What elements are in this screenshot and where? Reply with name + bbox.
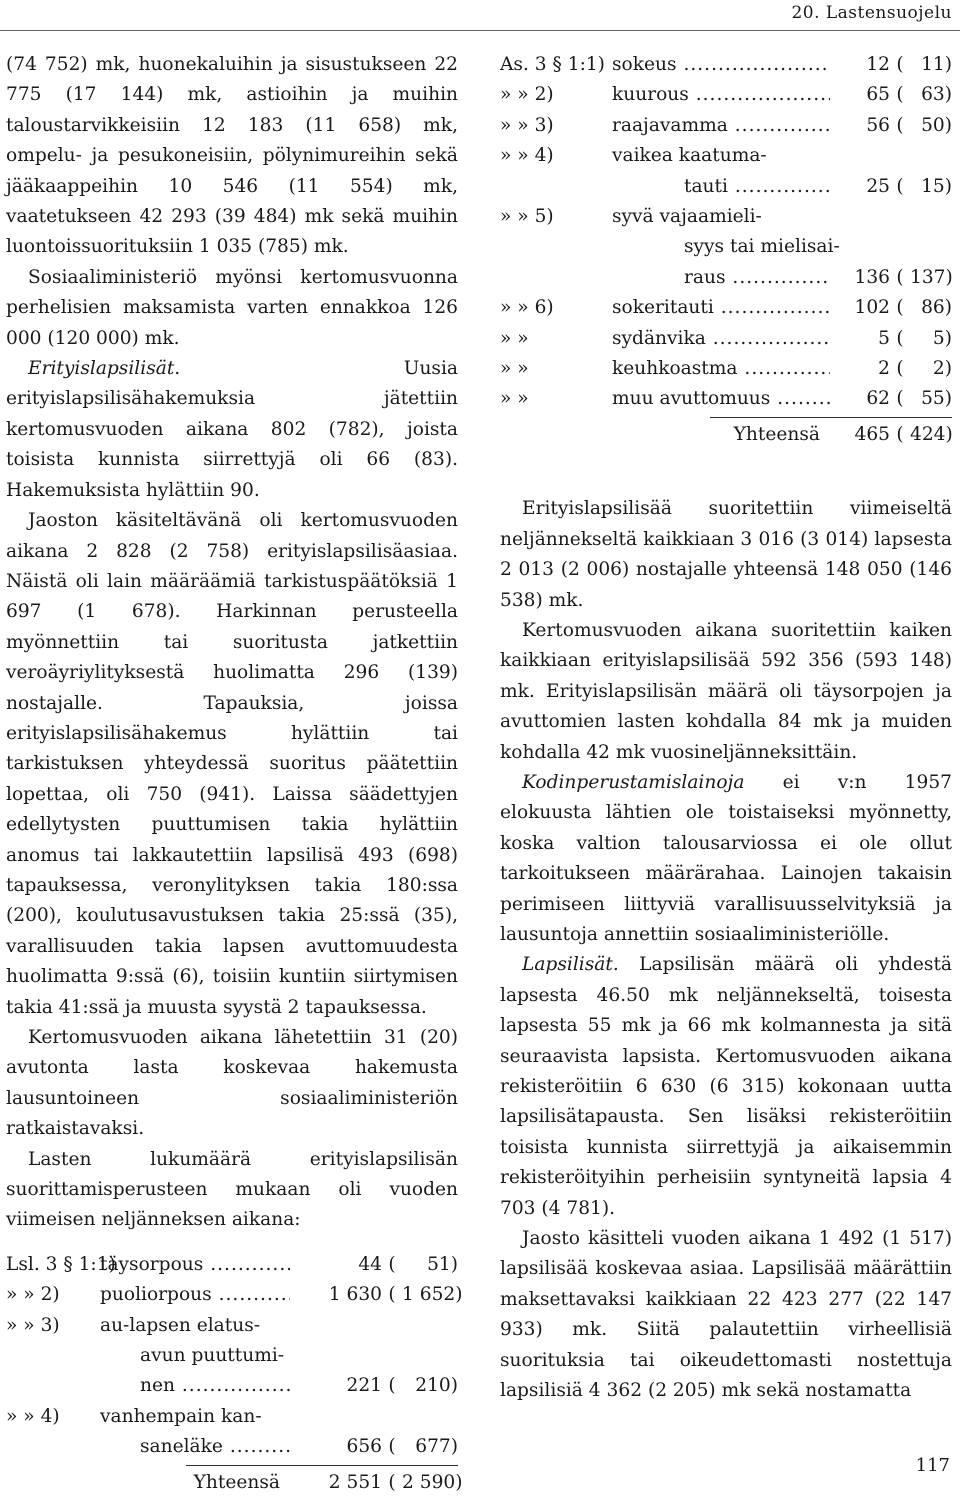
row-prefix: » » 3) (500, 114, 554, 136)
section-title-erityislapsilisat: Erityislapsilisät. (28, 358, 181, 380)
total-paren: ( (896, 423, 904, 445)
row-prefix: » » (500, 388, 529, 410)
row-prev-value: 137) (910, 266, 953, 288)
row-paren: ( (388, 1436, 396, 1458)
row-value: 102 (854, 297, 890, 319)
table-row (500, 232, 952, 262)
row-value: 1 630 (328, 1284, 382, 1306)
row-prev-value: 55) (921, 388, 952, 410)
row-prev-value: 50) (921, 114, 952, 136)
row-prefix: » » 6) (500, 297, 554, 319)
table-row (6, 1432, 458, 1462)
row-prefix: As. 3 § 1:1) (500, 54, 605, 75)
right-paragraph-5: Jaosto käsitteli vuoden aikana 1 492 (1 517) lapsilisää koskevaa asiaa. Lapsilisää määrättiin maksettavaksi kaikkiaan 22 423 277 (22 147 933) mk. Siitä palautettiin virheellisiä suorituksia tai oikeudettomasti nostettuja lapsilisiä 4 362 (2 205) mk sekä nostamatta (500, 1228, 952, 1402)
section-title-kodinperustamislainoja: Kodinperustamislainoja (522, 771, 745, 793)
row-prev-value: 2) (932, 358, 952, 380)
row-value: 221 (346, 1375, 382, 1397)
row-value: 62 (866, 388, 890, 410)
total-rule (710, 417, 952, 418)
row-label: keuhkoastma ..... (612, 354, 830, 384)
left-paragraph-1: (74 752) mk, huonekaluihin ja sisustukseen 22 775 (17 144) mk, astioihin ja muihin taloustarvikkeisiin 12 183 (11 658) mk, ompelu- ja pesukoneisiin, pölynimureihin sekä jääkaappeihin 10 546 (11 554) mk, vaatetukseen 42 293 (39 484) mk sekä muihin luontoissuorituksiin 1 035 (785) mk. (6, 54, 458, 258)
row-prev-value: 15) (921, 175, 952, 197)
left-paragraph-2: Sosiaaliministeriö myönsi kertomusvuonna perhelisien maksamista varten ennakkoa 126 000 (120 000) mk. (6, 266, 458, 349)
row-label: syys tai mielisai- (684, 236, 840, 258)
row-prev-value: 1 652) (402, 1284, 463, 1306)
section-title-lapsilisat: Lapsilisät. (522, 954, 619, 976)
row-label: tauti ..... (612, 172, 830, 202)
table-row (500, 324, 952, 354)
row-value: 44 (358, 1253, 382, 1275)
table-row (500, 141, 952, 171)
right-paragraph-3-text: ei v:n 1957 elokuusta lähtien ole toistaiseksi myönnetty, koska valtion talousarviossa ei ole ollut tarkoitukseen määrärahaa. Lainojen takaisin perimiseen liittyviä varallisuusselvityksiä ja lausuntoja annettiin sosiaaliministeriölle. (500, 771, 952, 945)
row-label: raajavamma ..... (612, 111, 830, 141)
left-column (6, 50, 463, 1498)
header-rule (0, 30, 960, 31)
total-rule (186, 1465, 458, 1466)
row-prefix: Lsl. 3 § 1:1) (6, 1253, 116, 1275)
row-prev-value: 11) (921, 54, 952, 75)
row-value: 136 (854, 266, 890, 288)
left-paragraph-4: Jaoston käsiteltävänä oli kertomusvuoden aikana 2 828 (2 758) erityislapsilisäasiaa. Näistä oli lain määräämiä tarkistuspäätöksiä 1 697 (1 678). Harkinnan perusteella myönnettiin tai suoritusta jatkettiin veroäyriylityksestä huolimatta 296 (139) nostajalle. Tapauksia, joissa erityislapsilisähakemus hylättiin tai tarkistuksen yhteydessä suoritus päätettiin lopettaa, oli 750 (941). Laissa säädettyjen edellytysten puuttumisen takia hylättiin anomus tai lakkautettiin lapsilisä 493 (698) tapauksessa, veronylityksen takia 180:ssa (200), koulutusavustuksen takia 25:ssä (35), varallisuuden takia lapsen avuttomuudesta huolimatta 9:ssä (6), toisiin kuntiin siirtymisen takia 41:ssä ja muusta syystä 2 tapauksessa. (6, 510, 458, 1018)
page-number: 117 (915, 1455, 950, 1476)
row-prefix: » » 4) (500, 145, 554, 167)
row-value: 25 (866, 175, 890, 197)
right-paragraph-3 (500, 768, 952, 950)
row-prefix: » » 3) (6, 1314, 60, 1336)
right-paragraph-2: Kertomusvuoden aikana suoritettiin kaiken kaikkiaan erityislapsilisää 592 356 (593 148) mk. Erityislapsilisän määrä oli täysorpojen ja avuttomien lasten kohdalla 84 mk ja muiden kohdalla 42 mk vuosineljänneksittäin. (500, 619, 952, 763)
row-paren: ( (896, 175, 904, 197)
row-label: raus ..... (612, 263, 830, 293)
row-label: sokeritauti ..... (612, 293, 830, 323)
row-prev-value: 51) (427, 1253, 458, 1275)
table-row (6, 1371, 458, 1401)
table-row (6, 1341, 458, 1371)
table-row (6, 1280, 463, 1310)
total-row (500, 420, 952, 450)
left-stat-table (6, 1250, 463, 1498)
row-prefix: » » 2) (500, 84, 554, 106)
row-label: syvä vajaamieli- (612, 206, 762, 228)
row-prefix: » » (500, 358, 529, 380)
table-row (500, 263, 952, 293)
total-paren: ( (388, 1471, 396, 1493)
row-prefix: » » 5) (500, 206, 554, 228)
row-paren: ( (896, 388, 904, 410)
row-paren: ( (896, 84, 904, 106)
row-prev-value: 677) (415, 1436, 458, 1458)
right-paragraph-4-text: Lapsilisän määrä oli yhdestä lapsesta 46.50 mk neljännekseltä, toisesta lapsesta 55 mk ja 66 mk kolmannesta ja sitä seuraavista lapsista. Kertomusvuoden aikana rekisteröitiin 6 630 (6 315) kokonaan uutta lapsilisätapausta. Sen lisäksi rekisteröitiin toisista kunnista siirrettyjä ja aikaisemmin rekisteröityihin perheisiin syntyneitä lapsia 4 703 (4 781). (500, 954, 952, 1219)
row-paren: ( (896, 327, 904, 349)
total-row (6, 1468, 463, 1498)
table-row (500, 293, 952, 323)
table-row (6, 1402, 458, 1432)
right-column (500, 50, 952, 1406)
row-prev-value: 86) (921, 297, 952, 319)
table-row (6, 1250, 458, 1280)
row-prev-value: 210) (415, 1375, 458, 1397)
row-prev-value: 5) (932, 327, 952, 349)
row-value: 2 (878, 358, 890, 380)
row-prev-value: 63) (921, 84, 952, 106)
table-row (6, 1311, 458, 1341)
table-row (500, 50, 952, 80)
table-row (500, 354, 952, 384)
row-value: 5 (878, 327, 890, 349)
left-paragraph-3-text: Uusia erityislapsilisähakemuksia jätettiin kertomusvuoden aikana 802 (782), joista toisista kunnista siirrettyjä oli 66 (83). Hakemuksista hylättiin 90. (6, 358, 458, 501)
row-paren: ( (896, 114, 904, 136)
total-prev-value: 424) (910, 423, 953, 445)
table-row (500, 384, 952, 414)
row-label: saneläke ..... (100, 1432, 290, 1462)
total-label: Yhteensä (733, 423, 820, 445)
row-paren: ( (896, 358, 904, 380)
table-row (500, 172, 952, 202)
page-header: 20. Lastensuojelu (791, 3, 952, 23)
row-label: sydänvika ..... (612, 324, 830, 354)
row-label: puoliorpous ..... (100, 1280, 290, 1310)
row-prefix: » » (500, 327, 529, 349)
table-row (500, 80, 952, 110)
row-prefix: » » 2) (6, 1284, 60, 1306)
right-stat-table (500, 50, 952, 450)
total-label: Yhteensä (193, 1471, 280, 1493)
row-paren: ( (896, 54, 904, 75)
right-paragraph-1: Erityislapsilisää suoritettiin viimeiseltä neljännekseltä kaikkiaan 3 016 (3 014) lapsesta 2 013 (2 006) nostajalle yhteensä 148 050 (146 538) mk. (500, 498, 952, 611)
row-paren: ( (896, 297, 904, 319)
row-value: 65 (866, 84, 890, 106)
right-paragraph-4 (500, 950, 952, 1224)
row-paren: ( (388, 1284, 396, 1306)
total-prev-value: 2 590) (402, 1471, 463, 1493)
row-value: 56 (866, 114, 890, 136)
row-label: au-lapsen elatus- (100, 1314, 261, 1336)
row-label: vanhempain kan- (100, 1405, 262, 1427)
row-label: nen ..... (100, 1371, 290, 1401)
row-value: 656 (346, 1436, 382, 1458)
row-label: muu avuttomuus ..... (612, 384, 830, 414)
left-paragraph-5: Kertomusvuoden aikana lähetettiin 31 (20) avutonta lasta koskevaa hakemusta lausuntoineen sosiaaliministeriön ratkaistavaksi. (6, 1027, 458, 1140)
row-value: 12 (866, 54, 890, 75)
row-paren: ( (388, 1375, 396, 1397)
row-prefix: » » 4) (6, 1405, 60, 1427)
left-paragraph-6: Lasten lukumäärä erityislapsilisän suorittamisperusteen mukaan oli vuoden viimeisen neljänneksen aikana: (6, 1148, 458, 1231)
table-row (500, 111, 952, 141)
row-label: avun puuttumi- (140, 1345, 285, 1367)
row-paren: ( (388, 1253, 396, 1275)
row-label: vaikea kaatuma- (612, 145, 767, 167)
row-paren: ( (896, 266, 904, 288)
row-label: täysorpous ..... (100, 1250, 290, 1280)
table-row (500, 202, 952, 232)
row-label: kuurous ..... (612, 80, 830, 110)
total-value: 465 (854, 423, 890, 445)
row-label: sokeus ..... (612, 50, 830, 80)
left-paragraph-3 (6, 354, 458, 506)
total-value: 2 551 (328, 1471, 382, 1493)
